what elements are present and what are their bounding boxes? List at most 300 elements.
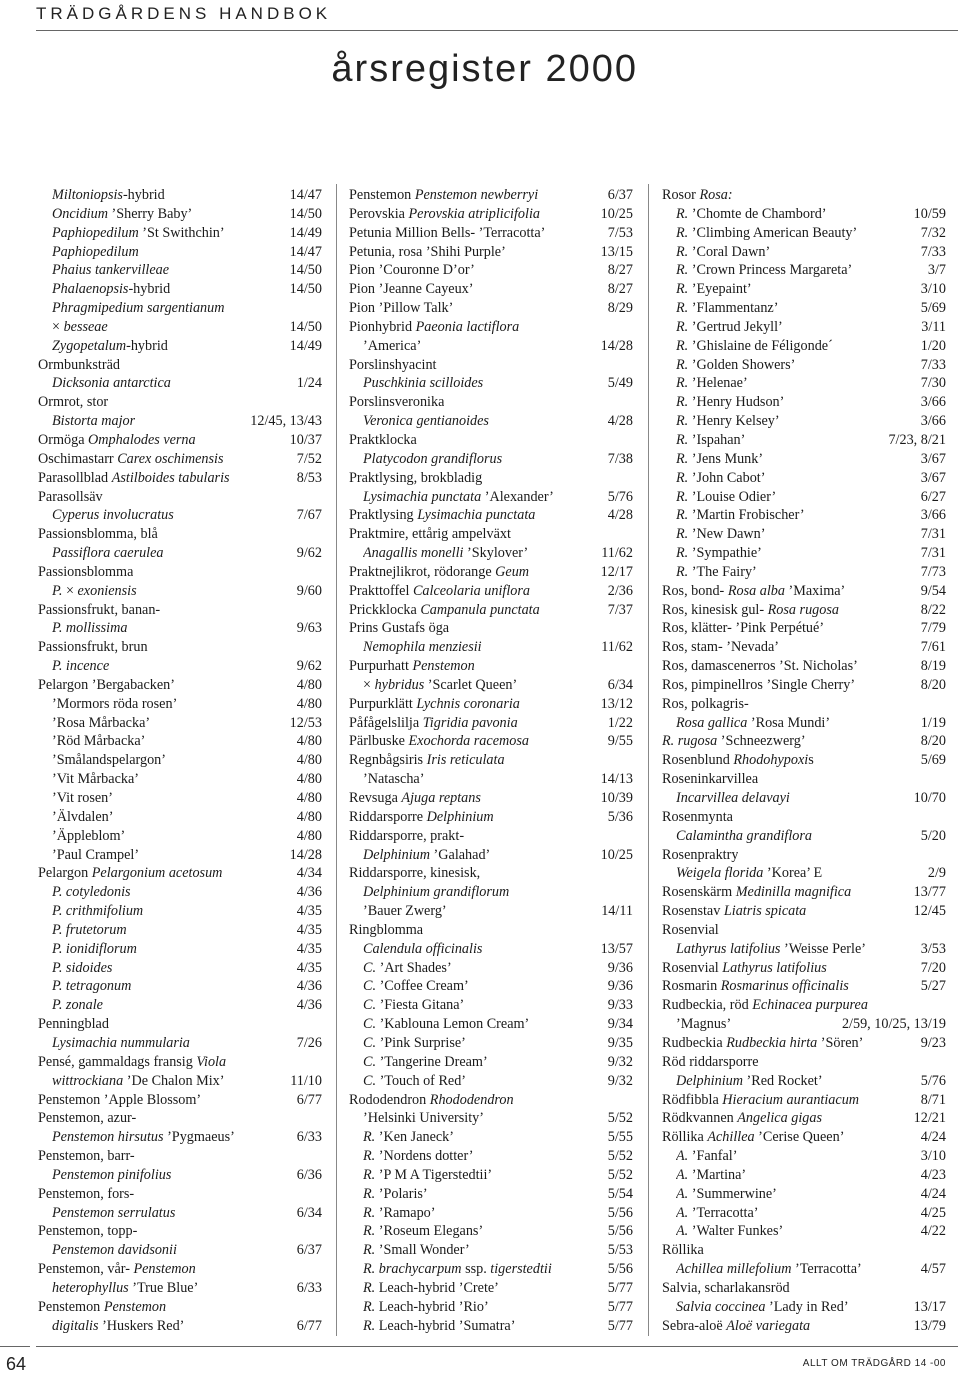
- entry-name: P. crithmifolium: [52, 903, 144, 920]
- entry-name: Delphinium ’Galahad’: [363, 846, 491, 863]
- entry-page-ref: [627, 356, 633, 375]
- entry-name: R. ’Eyepaint’: [676, 281, 752, 298]
- index-entry: [349, 657, 633, 676]
- entry-page-ref: 4/80: [296, 676, 322, 693]
- index-entry: [38, 695, 322, 714]
- entry-name: Rosenmynta: [662, 808, 733, 825]
- index-entry: [662, 205, 946, 224]
- entry-page-ref: 11/10: [290, 1072, 322, 1089]
- entry-page-ref: [316, 1147, 322, 1166]
- entry-name: P. ionidiflorum: [52, 940, 137, 957]
- index-entry: [38, 1166, 322, 1185]
- entry-name: Praktlysing, brokbladig: [349, 469, 483, 486]
- entry-name: Regnbågsiris Iris reticulata: [349, 752, 505, 769]
- entry-name: R. ’Polaris’: [363, 1185, 428, 1202]
- entry-page-ref: 4/80: [296, 733, 322, 750]
- entry-page-ref: 4/80: [296, 695, 322, 712]
- entry-name: ’Vit rosen’: [52, 790, 114, 806]
- entry-name: Rosenskärm Medinilla magnifica: [662, 884, 852, 901]
- entry-page-ref: 9/32: [607, 1053, 633, 1070]
- entry-name: R. ’Climbing American Beauty’: [676, 224, 858, 241]
- index-column-2: [349, 186, 633, 1335]
- entry-name: Penstemon davidsonii: [52, 1242, 177, 1259]
- entry-page-ref: 3/67: [920, 450, 946, 467]
- index-entry: [349, 902, 633, 921]
- entry-name: Penstemon, barr-: [38, 1148, 135, 1165]
- index-entry: [349, 1091, 633, 1110]
- entry-name: ’Smålandspelargon’: [52, 752, 166, 769]
- entry-name: R. ’Sympathie’: [676, 545, 762, 562]
- entry-page-ref: [316, 356, 322, 375]
- index-entry: [662, 1260, 946, 1279]
- entry-page-ref: 14/50: [289, 318, 322, 335]
- entry-name: R. ’Chomte de Chambord’: [676, 205, 827, 222]
- index-entry: [38, 789, 322, 808]
- entry-name: R. rugosa ’Schneezwerg’: [662, 733, 806, 750]
- entry-page-ref: [627, 864, 633, 883]
- entry-name: Praktnejlikrot, rödorange Geum: [349, 563, 530, 580]
- entry-name: Calamintha grandiflora: [676, 827, 812, 844]
- entry-name: Ormöga Omphalodes verna: [38, 431, 196, 448]
- entry-page-ref: 1/24: [296, 375, 322, 392]
- index-entry: [662, 638, 946, 657]
- entry-name: Pion ’Pillow Talk’: [349, 300, 454, 317]
- entry-page-ref: 7/26: [296, 1034, 322, 1051]
- index-entry: [349, 1204, 633, 1223]
- entry-name: R. Leach-hybrid ’Rio’: [363, 1298, 489, 1315]
- entry-name: Ros, polkagris-: [662, 695, 749, 712]
- entry-page-ref: 9/34: [607, 1016, 633, 1033]
- entry-page-ref: 7/38: [607, 450, 633, 467]
- entry-name: Ormrot, stor: [38, 394, 109, 411]
- entry-page-ref: 6/37: [607, 187, 633, 203]
- entry-name: Ros, stam- ’Nevada’: [662, 639, 780, 656]
- index-entry: [662, 827, 946, 846]
- index-entry: [349, 412, 633, 431]
- entry-name: Purpurklätt Lychnis coronaria: [349, 695, 520, 712]
- index-entry: [662, 337, 946, 356]
- entry-name: Lysimachia punctata ’Alexander’: [363, 488, 554, 505]
- index-entry: [662, 732, 946, 751]
- entry-page-ref: 3/11: [921, 318, 946, 335]
- entry-name: Praktklocka: [349, 431, 417, 448]
- entry-name: Cyperus involucratus: [52, 507, 174, 524]
- entry-name: Sebra-aloë Aloë variegata: [662, 1317, 811, 1334]
- entry-page-ref: 8/27: [607, 262, 633, 279]
- entry-name: Penstemon, fors-: [38, 1185, 135, 1202]
- index-entry: [38, 1241, 322, 1260]
- entry-page-ref: 7/33: [920, 243, 946, 260]
- index-entry: [349, 1241, 633, 1260]
- entry-name: Penstemon ’Apple Blossom’: [38, 1091, 202, 1108]
- index-entry: [38, 1260, 322, 1279]
- entry-name: × hybridus ’Scarlet Queen’: [363, 676, 518, 693]
- entry-page-ref: 5/53: [607, 1242, 633, 1259]
- entry-name: R. ’Golden Showers’: [676, 356, 796, 373]
- index-entry: [662, 714, 946, 733]
- magazine-masthead: TRÄDGÅRDENS HANDBOK: [36, 4, 332, 23]
- entry-name: Porslinsveronika: [349, 394, 445, 411]
- entry-page-ref: 10/25: [600, 205, 633, 222]
- entry-name: Lathyrus latifolius ’Weisse Perle’: [676, 940, 866, 957]
- entry-name: Rosenblund Rhodohypoxis: [662, 752, 814, 769]
- entry-name: Penstemon Penstemon newberryi: [349, 187, 539, 203]
- entry-page-ref: [316, 601, 322, 620]
- entry-name: Paphiopedilum: [52, 243, 139, 260]
- entry-name: Phalaenopsis-hybrid: [52, 281, 171, 298]
- index-entry: [38, 808, 322, 827]
- index-entry: [38, 601, 322, 620]
- index-entry: [349, 506, 633, 525]
- entry-page-ref: 14/47: [289, 243, 322, 260]
- index-entry: [662, 299, 946, 318]
- entry-page-ref: [940, 695, 946, 714]
- index-entry: [662, 1298, 946, 1317]
- entry-page-ref: 12/45: [913, 903, 946, 920]
- index-entry: [662, 1185, 946, 1204]
- entry-name: ’Älvdalen’: [52, 808, 114, 825]
- index-entry: [38, 186, 322, 205]
- index-entry: [38, 676, 322, 695]
- index-entry: [662, 544, 946, 563]
- entry-name: P. frutetorum: [52, 921, 127, 938]
- index-entry: [662, 318, 946, 337]
- index-entry: [662, 1034, 946, 1053]
- entry-page-ref: 7/30: [920, 375, 946, 392]
- index-entry: [349, 883, 633, 902]
- entry-name: Delphinium grandiflorum: [363, 884, 510, 901]
- index-entry: [349, 488, 633, 507]
- entry-page-ref: 6/77: [296, 1317, 322, 1334]
- entry-name: ’Äppleblom’: [52, 827, 126, 844]
- entry-name: R. Leach-hybrid ’Sumatra’: [363, 1317, 516, 1334]
- index-entry: [349, 695, 633, 714]
- entry-name: Prickklocka Campanula punctata: [349, 601, 540, 618]
- entry-page-ref: 1/19: [920, 714, 946, 731]
- index-entry: [349, 1053, 633, 1072]
- entry-page-ref: [316, 563, 322, 582]
- entry-page-ref: [316, 1109, 322, 1128]
- index-entry: [662, 243, 946, 262]
- entry-name: R. ’Small Wonder’: [363, 1242, 470, 1259]
- index-entry: [38, 1128, 322, 1147]
- entry-page-ref: 5/77: [607, 1317, 633, 1334]
- index-entry: [38, 827, 322, 846]
- entry-page-ref: [940, 1053, 946, 1072]
- entry-page-ref: 7/53: [607, 224, 633, 241]
- index-entry: [662, 506, 946, 525]
- entry-page-ref: 12/53: [289, 714, 322, 731]
- index-entry: [38, 864, 322, 883]
- index-entry: [38, 638, 322, 657]
- entry-page-ref: [627, 827, 633, 846]
- entry-name: Petunia Million Bells- ’Terracotta’: [349, 224, 546, 241]
- index-entry: [349, 996, 633, 1015]
- index-entry: [662, 1279, 946, 1298]
- entry-name: R. ’Henry Kelsey’: [676, 413, 780, 430]
- entry-page-ref: [940, 1279, 946, 1298]
- index-entry: [38, 318, 322, 337]
- entry-page-ref: 13/17: [913, 1298, 946, 1315]
- index-entry: [662, 1222, 946, 1241]
- entry-name: Purpurhatt Penstemon: [349, 658, 475, 675]
- entry-page-ref: [940, 770, 946, 789]
- index-entry: [349, 921, 633, 940]
- entry-page-ref: 4/80: [296, 771, 322, 788]
- index-entry: [38, 1222, 322, 1241]
- entry-page-ref: [316, 1222, 322, 1241]
- index-entry: [662, 374, 946, 393]
- index-entry: [38, 544, 322, 563]
- index-entry: [38, 261, 322, 280]
- entry-page-ref: [316, 638, 322, 657]
- index-entry: [38, 1053, 322, 1072]
- entry-name: Rosenstav Liatris spicata: [662, 903, 807, 920]
- index-entry: [662, 525, 946, 544]
- entry-page-ref: [316, 1260, 322, 1279]
- index-entry: [662, 431, 946, 450]
- entry-page-ref: 2/36: [607, 582, 633, 599]
- entry-page-ref: 4/24: [920, 1129, 946, 1146]
- entry-name: ’Magnus’: [676, 1016, 732, 1033]
- entry-page-ref: 14/13: [600, 771, 633, 788]
- index-entry: [349, 280, 633, 299]
- entry-name: wittrockiana ’De Chalon Mix’: [52, 1072, 225, 1089]
- entry-page-ref: 4/24: [920, 1185, 946, 1202]
- entry-page-ref: 5/52: [607, 1166, 633, 1183]
- entry-name: ’Mormors röda rosen’: [52, 695, 178, 712]
- entry-page-ref: 5/20: [920, 827, 946, 844]
- index-entry: [349, 1015, 633, 1034]
- entry-page-ref: [316, 525, 322, 544]
- entry-name: ’Helsinki University’: [363, 1110, 484, 1127]
- entry-page-ref: 7/67: [296, 507, 322, 524]
- entry-name: A. ’Summerwine’: [676, 1185, 777, 1202]
- entry-page-ref: 9/55: [607, 733, 633, 750]
- entry-page-ref: 12/17: [600, 563, 633, 580]
- index-entry: [38, 770, 322, 789]
- entry-name: R. ’Nordens dotter’: [363, 1148, 474, 1165]
- entry-name: Röllika Achillea ’Cerise Queen’: [662, 1129, 845, 1146]
- index-entry: [349, 601, 633, 620]
- entry-name: P. cotyledonis: [52, 884, 131, 901]
- index-entry: [349, 959, 633, 978]
- entry-page-ref: [627, 1091, 633, 1110]
- index-entry: [349, 1298, 633, 1317]
- index-entry: [662, 808, 946, 827]
- index-entry: [38, 921, 322, 940]
- index-entry: [662, 356, 946, 375]
- index-entry: [38, 243, 322, 262]
- entry-page-ref: 1/20: [920, 337, 946, 354]
- index-entry: [662, 902, 946, 921]
- entry-page-ref: 9/23: [920, 1034, 946, 1051]
- entry-name: Riddarsporre, prakt-: [349, 827, 465, 844]
- index-entry: [38, 393, 322, 412]
- page-number: 64: [6, 1354, 27, 1374]
- entry-page-ref: 7/23, 8/21: [888, 431, 946, 448]
- entry-name: Röllika: [662, 1242, 704, 1259]
- index-entry: [349, 431, 633, 450]
- entry-name: Pion ’Jeanne Cayeux’: [349, 281, 474, 298]
- index-entry: [349, 563, 633, 582]
- index-entry: [349, 977, 633, 996]
- index-entry: [38, 224, 322, 243]
- entry-name: Pelargon Pelargonium acetosum: [38, 865, 223, 882]
- entry-page-ref: 7/73: [920, 563, 946, 580]
- entry-name: Penningblad: [38, 1016, 109, 1033]
- index-entry: [38, 619, 322, 638]
- entry-page-ref: [316, 488, 322, 507]
- entry-page-ref: 10/59: [913, 205, 946, 222]
- entry-name: C. ’Kablouna Lemon Cream’: [363, 1016, 530, 1033]
- entry-name: Roseninkarvillea: [662, 771, 759, 788]
- index-entry: [349, 261, 633, 280]
- entry-name: Rödfibbla Hieracium aurantiacum: [662, 1091, 860, 1108]
- entry-name: Paphiopedilum ’St Swithchin’: [52, 224, 225, 241]
- index-entry: [662, 1015, 946, 1034]
- entry-page-ref: 5/56: [607, 1223, 633, 1240]
- index-entry: [349, 1166, 633, 1185]
- entry-page-ref: 4/80: [296, 790, 322, 806]
- index-entry: [349, 940, 633, 959]
- entry-page-ref: [316, 1185, 322, 1204]
- index-entry: [662, 883, 946, 902]
- entry-name: Prakttoffel Calceolaria uniflora: [349, 582, 531, 599]
- entry-name: C. ’Coffee Cream’: [363, 978, 469, 995]
- entry-page-ref: 7/20: [920, 959, 946, 976]
- entry-page-ref: 5/69: [920, 300, 946, 317]
- entry-page-ref: [316, 299, 322, 318]
- entry-page-ref: 12/45, 13/43: [250, 413, 322, 430]
- index-entry: [349, 1147, 633, 1166]
- entry-name: R. ’Martin Frobischer’: [676, 507, 805, 524]
- entry-name: Rosmarin Rosmarinus officinalis: [662, 978, 849, 995]
- entry-page-ref: 4/25: [920, 1204, 946, 1221]
- entry-page-ref: 9/63: [296, 620, 322, 637]
- entry-page-ref: [627, 469, 633, 488]
- entry-name: Oschimastarr Carex oschimensis: [38, 450, 224, 467]
- entry-page-ref: 3/53: [920, 940, 946, 957]
- entry-page-ref: 6/34: [607, 676, 633, 693]
- index-entry: [349, 789, 633, 808]
- entry-page-ref: 4/28: [607, 507, 633, 524]
- entry-name: Passionsfrukt, banan-: [38, 601, 161, 618]
- entry-page-ref: [940, 186, 946, 205]
- entry-page-ref: 5/76: [607, 488, 633, 505]
- entry-name: R. ’Ghislaine de Féligonde´: [676, 337, 833, 354]
- entry-page-ref: [316, 1053, 322, 1072]
- index-entry: [38, 431, 322, 450]
- entry-name: C. ’Art Shades’: [363, 959, 452, 976]
- entry-page-ref: [940, 921, 946, 940]
- entry-page-ref: 14/50: [289, 205, 322, 222]
- entry-name: Passionsblomma, blå: [38, 526, 158, 543]
- entry-page-ref: 5/77: [607, 1298, 633, 1315]
- entry-name: Rosor Rosa:: [662, 187, 733, 203]
- index-entry: [349, 1279, 633, 1298]
- entry-name: R. ’Jens Munk’: [676, 450, 764, 467]
- entry-page-ref: 9/33: [607, 997, 633, 1014]
- index-entry: [662, 770, 946, 789]
- entry-name: A. ’Martina’: [676, 1166, 747, 1183]
- footer-publication: ALLT OM TRÄDGÅRD 14 -00: [802, 1358, 946, 1369]
- entry-name: Incarvillea delavayi: [676, 790, 790, 806]
- index-entry: [349, 337, 633, 356]
- entry-name: Ros, kinesisk gul- Rosa rugosa: [662, 601, 839, 618]
- entry-page-ref: 5/52: [607, 1110, 633, 1127]
- entry-name: A. ’Terracotta’: [676, 1204, 759, 1221]
- entry-name: R. ’Louise Odier’: [676, 488, 777, 505]
- index-entry: [349, 318, 633, 337]
- entry-page-ref: [627, 525, 633, 544]
- entry-page-ref: 13/79: [913, 1317, 946, 1334]
- index-entry: [662, 789, 946, 808]
- entry-page-ref: 4/36: [296, 884, 322, 901]
- entry-page-ref: 13/77: [913, 884, 946, 901]
- index-entry: [349, 846, 633, 865]
- entry-page-ref: 5/76: [920, 1072, 946, 1089]
- index-entry: [662, 469, 946, 488]
- entry-name: Penstemon hirsutus ’Pygmaeus’: [52, 1129, 235, 1146]
- entry-page-ref: 3/10: [920, 281, 946, 298]
- entry-name: Revsuga Ajuga reptans: [349, 790, 481, 806]
- entry-page-ref: 6/33: [296, 1279, 322, 1296]
- index-entry: [38, 977, 322, 996]
- index-entry: [662, 280, 946, 299]
- entry-page-ref: 3/7: [927, 262, 946, 279]
- index-entry: [662, 657, 946, 676]
- index-entry: [662, 977, 946, 996]
- entry-page-ref: 13/57: [600, 940, 633, 957]
- entry-name: R. ’The Fairy’: [676, 563, 757, 580]
- entry-page-ref: 8/20: [920, 733, 946, 750]
- index-entry: [662, 1241, 946, 1260]
- entry-page-ref: 9/60: [296, 582, 322, 599]
- index-entry: [349, 186, 633, 205]
- index-entry: [349, 450, 633, 469]
- entry-page-ref: 4/36: [296, 997, 322, 1014]
- index-entry: [662, 1053, 946, 1072]
- entry-name: Rödkvannen Angelica gigas: [662, 1110, 822, 1127]
- entry-page-ref: 11/62: [601, 545, 633, 562]
- index-entry: [662, 1204, 946, 1223]
- entry-page-ref: 8/27: [607, 281, 633, 298]
- index-entry: [349, 619, 633, 638]
- index-entry: [349, 714, 633, 733]
- index-entry: [662, 751, 946, 770]
- entry-page-ref: 7/31: [920, 545, 946, 562]
- entry-page-ref: 1/22: [607, 714, 633, 731]
- index-entry: [38, 751, 322, 770]
- entry-name: Penstemon, azur-: [38, 1110, 137, 1127]
- index-entry: [349, 1185, 633, 1204]
- entry-name: Ringblomma: [349, 921, 424, 938]
- entry-name: Nemophila menziesii: [363, 639, 482, 656]
- entry-name: Oncidium ’Sherry Baby’: [52, 205, 193, 222]
- index-entry: [662, 563, 946, 582]
- index-entry: [38, 525, 322, 544]
- index-entry: [662, 921, 946, 940]
- index-entry: [38, 1091, 322, 1110]
- entry-name: Rosenpraktry: [662, 846, 739, 863]
- index-entry: [38, 883, 322, 902]
- entry-name: Porslinshyacint: [349, 356, 437, 373]
- entry-page-ref: 5/49: [607, 375, 633, 392]
- index-entry: [349, 243, 633, 262]
- entry-name: R. ’Ispahan’: [676, 431, 746, 448]
- index-entry: [38, 657, 322, 676]
